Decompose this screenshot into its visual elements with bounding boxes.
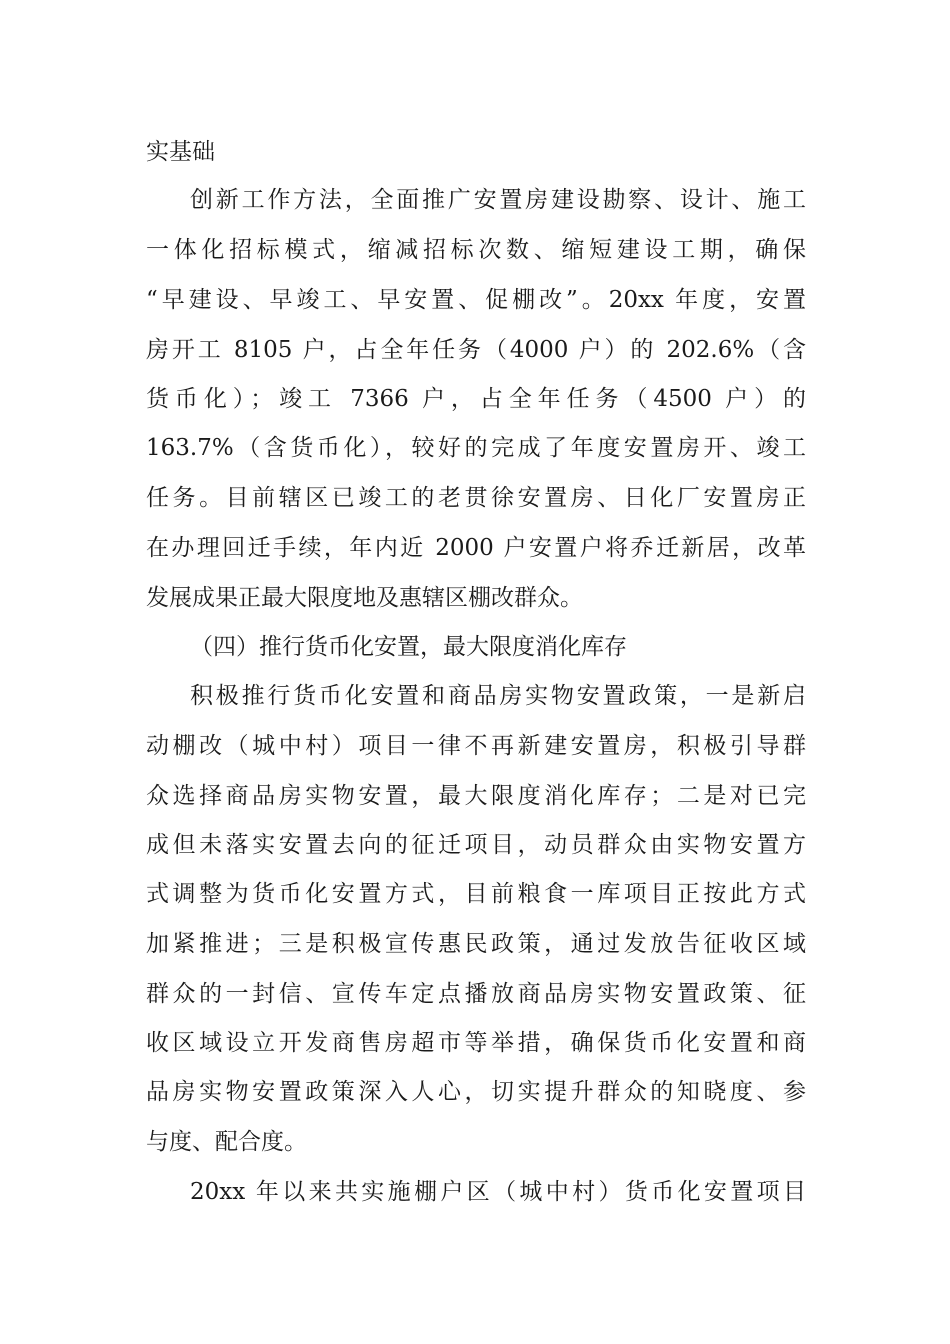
paragraph-line: 创新工作方法，全面推广安置房建设勘察、设计、施工 bbox=[190, 187, 806, 213]
paragraph-line: 式调整为货币化安置方式，目前粮食一库项目正按此方式 bbox=[146, 881, 806, 907]
paragraph-line: 成但未落实安置去向的征迁项目，动员群众由实物安置方 bbox=[146, 832, 806, 858]
paragraph-line: 与度、配合度。 bbox=[146, 1129, 307, 1155]
paragraph-line: 20xx 年以来共实施棚户区（城中村）货币化安置项目 bbox=[190, 1179, 806, 1205]
paragraph-line: 163.7%（含货币化），较好的完成了年度安置房开、竣工 bbox=[146, 435, 806, 461]
section-heading: （四）推行货币化安置，最大限度消化库存 bbox=[190, 634, 627, 660]
paragraph-line: 动棚改（城中村）项目一律不再新建安置房，积极引导群 bbox=[146, 733, 806, 759]
paragraph-line: 实基础 bbox=[146, 139, 215, 165]
paragraph-line: 品房实物安置政策深入人心，切实提升群众的知晓度、参 bbox=[146, 1079, 806, 1105]
paragraph-line: “早建设、早竣工、早安置、促棚改”。20xx 年度，安置 bbox=[146, 287, 806, 313]
paragraph-line: 发展成果正最大限度地及惠辖区棚改群众。 bbox=[146, 585, 583, 611]
paragraph-line: 众选择商品房实物安置，最大限度消化库存；二是对已完 bbox=[146, 783, 806, 809]
paragraph-line: 货币化）；竣工 7366 户，占全年任务（4500 户）的 bbox=[146, 386, 806, 412]
paragraph-line: 收区域设立开发商售房超市等举措，确保货币化安置和商 bbox=[146, 1030, 806, 1056]
paragraph-line: 在办理回迁手续，年内近 2000 户安置户将乔迁新居，改革 bbox=[146, 535, 806, 561]
paragraph-line: 加紧推进；三是积极宣传惠民政策，通过发放告征收区域 bbox=[146, 931, 806, 957]
paragraph-line: 积极推行货币化安置和商品房实物安置政策，一是新启 bbox=[190, 683, 806, 709]
paragraph-line: 群众的一封信、宣传车定点播放商品房实物安置政策、征 bbox=[146, 981, 806, 1007]
paragraph-line: 房开工 8105 户，占全年任务（4000 户）的 202.6%（含 bbox=[146, 337, 806, 363]
paragraph-line: 一体化招标模式，缩减招标次数、缩短建设工期，确保 bbox=[146, 237, 806, 263]
paragraph-line: 任务。目前辖区已竣工的老贯徐安置房、日化厂安置房正 bbox=[146, 485, 806, 511]
